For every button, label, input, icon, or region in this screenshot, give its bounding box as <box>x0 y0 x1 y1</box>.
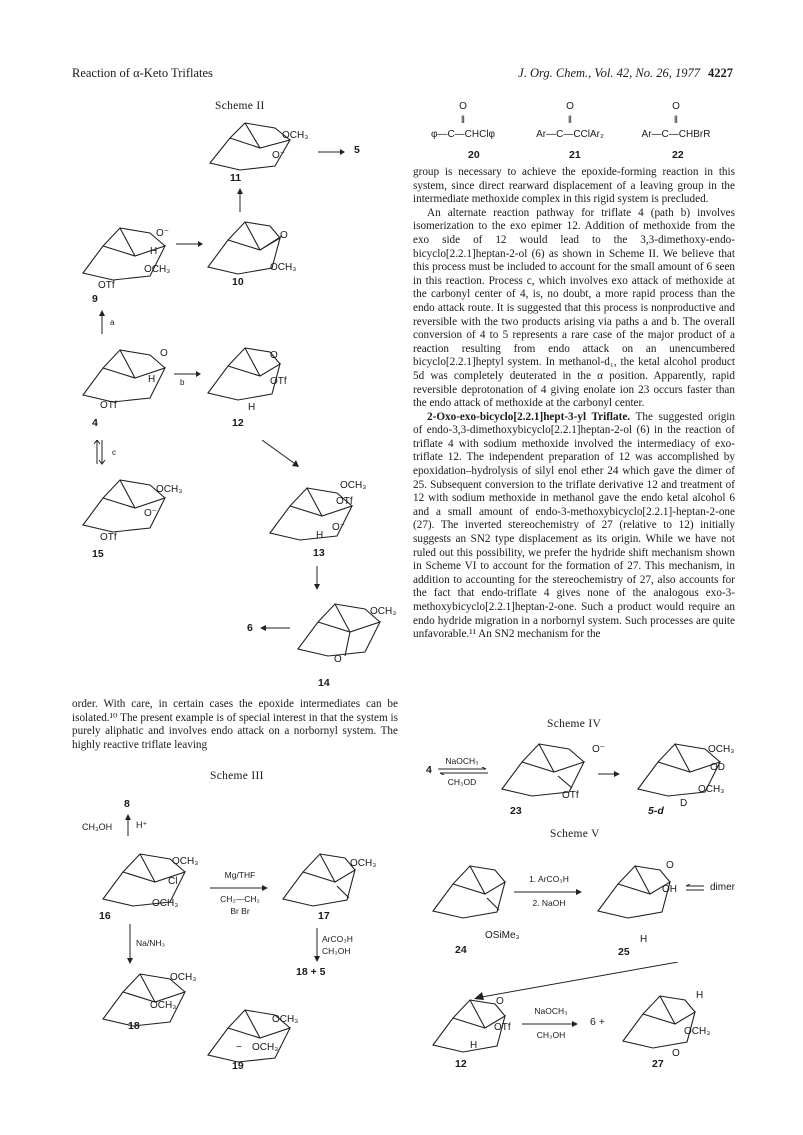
compound-number-22: 22 <box>672 149 684 161</box>
label-och3: OCH₃ <box>350 858 377 869</box>
label-och3: OCH₃ <box>708 744 735 755</box>
compound-number-11: 11 <box>230 172 242 184</box>
label-o: O <box>666 860 674 871</box>
path-label-b: b <box>180 378 185 387</box>
reaction-arrow-up <box>124 814 132 836</box>
scheme-2-title: Scheme II <box>215 100 265 112</box>
compound-number-5-d: 5-d <box>648 805 664 817</box>
reagent-naoh: 2. NaOH <box>532 898 566 908</box>
label-och3: OCH₃ <box>170 972 197 983</box>
compound-number-8: 8 <box>124 798 130 810</box>
compound-number-4: 4 <box>92 417 98 429</box>
equilibrium-arrow <box>686 884 704 892</box>
reaction-arrow <box>318 148 348 156</box>
structure-21: O ‖ Ar—C—CClAr₂ <box>536 101 604 140</box>
structure-11 <box>200 118 320 178</box>
label-och3: OCH₃ <box>698 784 725 795</box>
structure-14 <box>290 594 400 664</box>
compound-number-20: 20 <box>468 149 480 161</box>
compound-number-5: 5 <box>354 144 360 156</box>
label-och3: OCH₃ <box>282 130 309 141</box>
label-och3: OCH₃ <box>156 484 183 495</box>
structure-16 <box>95 844 205 914</box>
reaction-arrow-down <box>126 924 134 964</box>
label-h: H <box>316 530 324 541</box>
reaction-arrow-up <box>98 310 106 334</box>
label-od: OD <box>710 762 725 773</box>
path-label-c: c <box>112 448 116 457</box>
label-h-plus: H⁺ <box>136 820 148 830</box>
reagent-ch3od: CH₃OD <box>447 777 477 787</box>
compound-number-12: 12 <box>232 417 244 429</box>
page-number: 4227 <box>708 66 733 80</box>
label-oh: OH <box>662 884 677 895</box>
label-otf: OTf <box>100 532 117 543</box>
label-och3: OCH₃ <box>370 606 397 617</box>
label-o-minus: O⁻ <box>156 228 170 239</box>
label-h: H <box>248 402 256 413</box>
structure-4 <box>75 340 185 410</box>
structure-12 <box>200 338 300 408</box>
compound-number-19: 19 <box>232 1060 244 1072</box>
label-o-minus: O⁻ <box>332 522 346 533</box>
paragraph: 2-Oxo-exo-bicyclo[2.2.1]hept-3-yl Triflate. The suggested origin of endo-3,3-dimethoxybicyclo[2.2.1]heptan-2-ol (6) in the reaction of triflate 4 with sodium methoxide involved the intermediacy of exo-triflate 12. The independent preparation of 12 was accomplished by epoxidation–hydrolysis of silyl enol ether 24 which gave the dimer of 25. Subsequent conversion to the triflate derivative 12 and treatment of 12 with sodium methoxide in methanol gave the endo ketal alcohol 6 and a small amount of endo-3-methoxybicyclo[2.2.1]-heptan-2-one (27). The inverted stereochemistry of 27 (relative to 12) initially suggests an SN2 type displacement as its origin. While we have not ruled out this possibility, we prefer the hydride shift mechanism shown in Scheme VI to account for the formation of 27. This mechanism, in addition to accounting for the stereochemistry of 27, also accounts for the fact that endo-triflate 4 gives none of the analogous exo-3-methoxybicyclo[2.2.1]heptan-2-one. Such a product would require an endo hydride migration in a norbornyl system. Such processes are quite unfavorable.¹¹ An SN2 mechanism for the <box>413 410 735 641</box>
label-h: H <box>150 246 158 257</box>
reaction-arrow-up <box>236 188 244 212</box>
reagent-na-nh3: Na/NH₃ <box>136 938 165 948</box>
products-18-and-5: 18 + 5 <box>296 966 326 978</box>
reaction-arrow <box>598 770 622 778</box>
label-och3: OCH₃ <box>172 856 199 867</box>
label-o-minus: O⁻ <box>592 744 606 755</box>
compound-number-23: 23 <box>510 805 522 817</box>
structure-20: O ‖ φ—C—CHClφ <box>430 101 496 140</box>
running-head-title: Reaction of α-Keto Triflates <box>72 66 213 80</box>
reagent-methanol: CH₃OH <box>536 1030 566 1040</box>
label-otf: OTf <box>98 280 115 291</box>
label-o-minus: O⁻ <box>272 150 286 161</box>
label-ch3oh: CH₃OH <box>82 822 113 832</box>
reagent-methanol: CH₃OH <box>322 946 351 956</box>
label-otf: OTf <box>562 790 579 801</box>
equilibrium-arrow <box>94 440 106 466</box>
label-h: H <box>640 934 648 945</box>
reagent-br-br: Br Br <box>230 906 250 916</box>
structure-23 <box>494 734 604 804</box>
section-heading: 2-Oxo-exo-bicyclo[2.2.1]hept-3-yl Triflate. <box>427 410 631 423</box>
compound-number-9: 9 <box>92 293 98 305</box>
compound-number-16: 16 <box>99 910 111 922</box>
label-osime3: OSiMe₃ <box>485 930 520 941</box>
reagent-dibromoethane: CH₂—CH₂ <box>220 894 260 904</box>
reagent-mg-thf: Mg/THF <box>224 870 256 880</box>
compound-number-10: 10 <box>232 276 244 288</box>
label-och3: OCH₃ <box>144 264 171 275</box>
structure-15 <box>75 470 185 540</box>
reaction-arrow <box>514 888 584 896</box>
left-column-text <box>72 698 398 752</box>
label-o-minus: O⁻ <box>144 508 158 519</box>
compound-number-27: 27 <box>652 1058 664 1070</box>
label-h: H <box>470 1040 478 1051</box>
structure-17 <box>275 844 375 914</box>
label-h: H <box>148 374 156 385</box>
label-otf: OTf <box>100 400 117 411</box>
compound-number-25: 25 <box>618 946 630 958</box>
label-cl: Cl <box>168 876 178 887</box>
reaction-arrow-down <box>313 928 321 962</box>
label-otf: OTf <box>336 496 353 507</box>
compound-number-12: 12 <box>455 1058 467 1070</box>
compound-number-24: 24 <box>455 944 467 956</box>
reagent-naoch3: NaOCH₃ <box>534 1006 568 1016</box>
label-och3: OCH₃ <box>150 1000 177 1011</box>
label-h: H <box>696 990 704 1001</box>
reaction-arrow-down <box>313 566 321 590</box>
reaction-arrow <box>522 1020 580 1028</box>
compound-number-6: 6 <box>247 622 253 634</box>
product-6-plus: 6 + <box>590 1016 605 1028</box>
label-o: O <box>334 654 342 665</box>
label-minus: − <box>236 1042 242 1053</box>
label-o: O <box>280 230 288 241</box>
reagent-naoch3: NaOCH₃ <box>445 756 479 766</box>
label-och3: OCH₃ <box>270 262 297 273</box>
right-column-text <box>413 166 735 642</box>
reagent-peracid: 1. ArCO₃H <box>529 874 569 884</box>
label-och3: OCH₃ <box>152 898 179 909</box>
label-o: O <box>672 1048 680 1059</box>
path-label-a: a <box>110 318 115 327</box>
compound-number-18: 18 <box>128 1020 140 1032</box>
label-o: O <box>270 350 278 361</box>
scheme-5-title: Scheme V <box>550 828 600 840</box>
structure-24 <box>425 856 525 926</box>
paragraph: order. With care, in certain cases the epoxide intermediates can be isolated.¹⁰ The present example is of special interest in that the system is purely aliphatic and involves endo attack on a norbornyl system. The highly reactive triflate leaving <box>72 698 398 751</box>
label-o: O <box>160 348 168 359</box>
structure-19 <box>200 1000 310 1070</box>
paragraph: An alternate reaction pathway for triflate 4 (path b) involves isomerization to the exo epimer 12. Addition of methoxide from the exo side of 12 would lead to the 3,3-dimethoxy-endo-bicyclo[2.2.1]heptan-2-ol (6) as shown in Scheme II. We believe that this process must be included to account for the small amount of 6 seen in this reaction. Process c, which involves exo attack of methoxide at the carbonyl center of 4, is, no doubt, a more rapid process than the endo attack route. It is suggested that this process is nonproductive and reversible with the two products arising via paths a and b. The overall conversion of 4 to 5 represents a rare case of the major product of a reaction resulting from endo attack on an unencumbered bicyclo[2.2.1]heptyl system. In methanol-d₁, the ketal alcohol product 5d was completely deuterated in the α position. Apparently, rapid reversible deprotonation of 4 giving enolate ion 23 occurs faster than the endo attack of methoxide at the carbonyl center. <box>413 206 735 410</box>
compound-number-4: 4 <box>426 764 432 776</box>
compound-number-13: 13 <box>313 547 325 559</box>
reaction-arrow-diagonal <box>262 440 302 470</box>
label-d: D <box>680 798 688 809</box>
label-dimer: dimer <box>710 882 736 893</box>
compound-number-17: 17 <box>318 910 330 922</box>
label-och3: OCH₃ <box>272 1014 299 1025</box>
scheme-4-title: Scheme IV <box>547 718 602 730</box>
label-otf: OTf <box>270 376 287 387</box>
equilibrium-arrow <box>438 767 488 775</box>
compound-number-21: 21 <box>569 149 581 161</box>
label-otf: OTf <box>494 1022 511 1033</box>
reagent-peracid: ArCO₃H <box>322 934 353 944</box>
running-head-journal: J. Org. Chem., Vol. 42, No. 26, 1977 4227 <box>518 66 733 80</box>
compound-number-15: 15 <box>92 548 104 560</box>
label-o: O <box>496 996 504 1007</box>
label-och3: OCH₃ <box>340 480 367 491</box>
reaction-arrow <box>210 884 270 892</box>
compound-number-14: 14 <box>318 677 330 689</box>
label-och3: OCH₃ <box>684 1026 711 1037</box>
structure-22: O ‖ Ar—C—CHBrR <box>641 101 711 140</box>
scheme-3-title: Scheme III <box>210 770 264 782</box>
reaction-arrow-left <box>260 624 290 632</box>
paragraph: group is necessary to achieve the epoxide-forming reaction in this system, since direct rearward displacement of a leaving group in the intermediate methoxide complex in this rigid system is precluded. <box>413 166 735 206</box>
label-och3: OCH₃ <box>252 1042 279 1053</box>
